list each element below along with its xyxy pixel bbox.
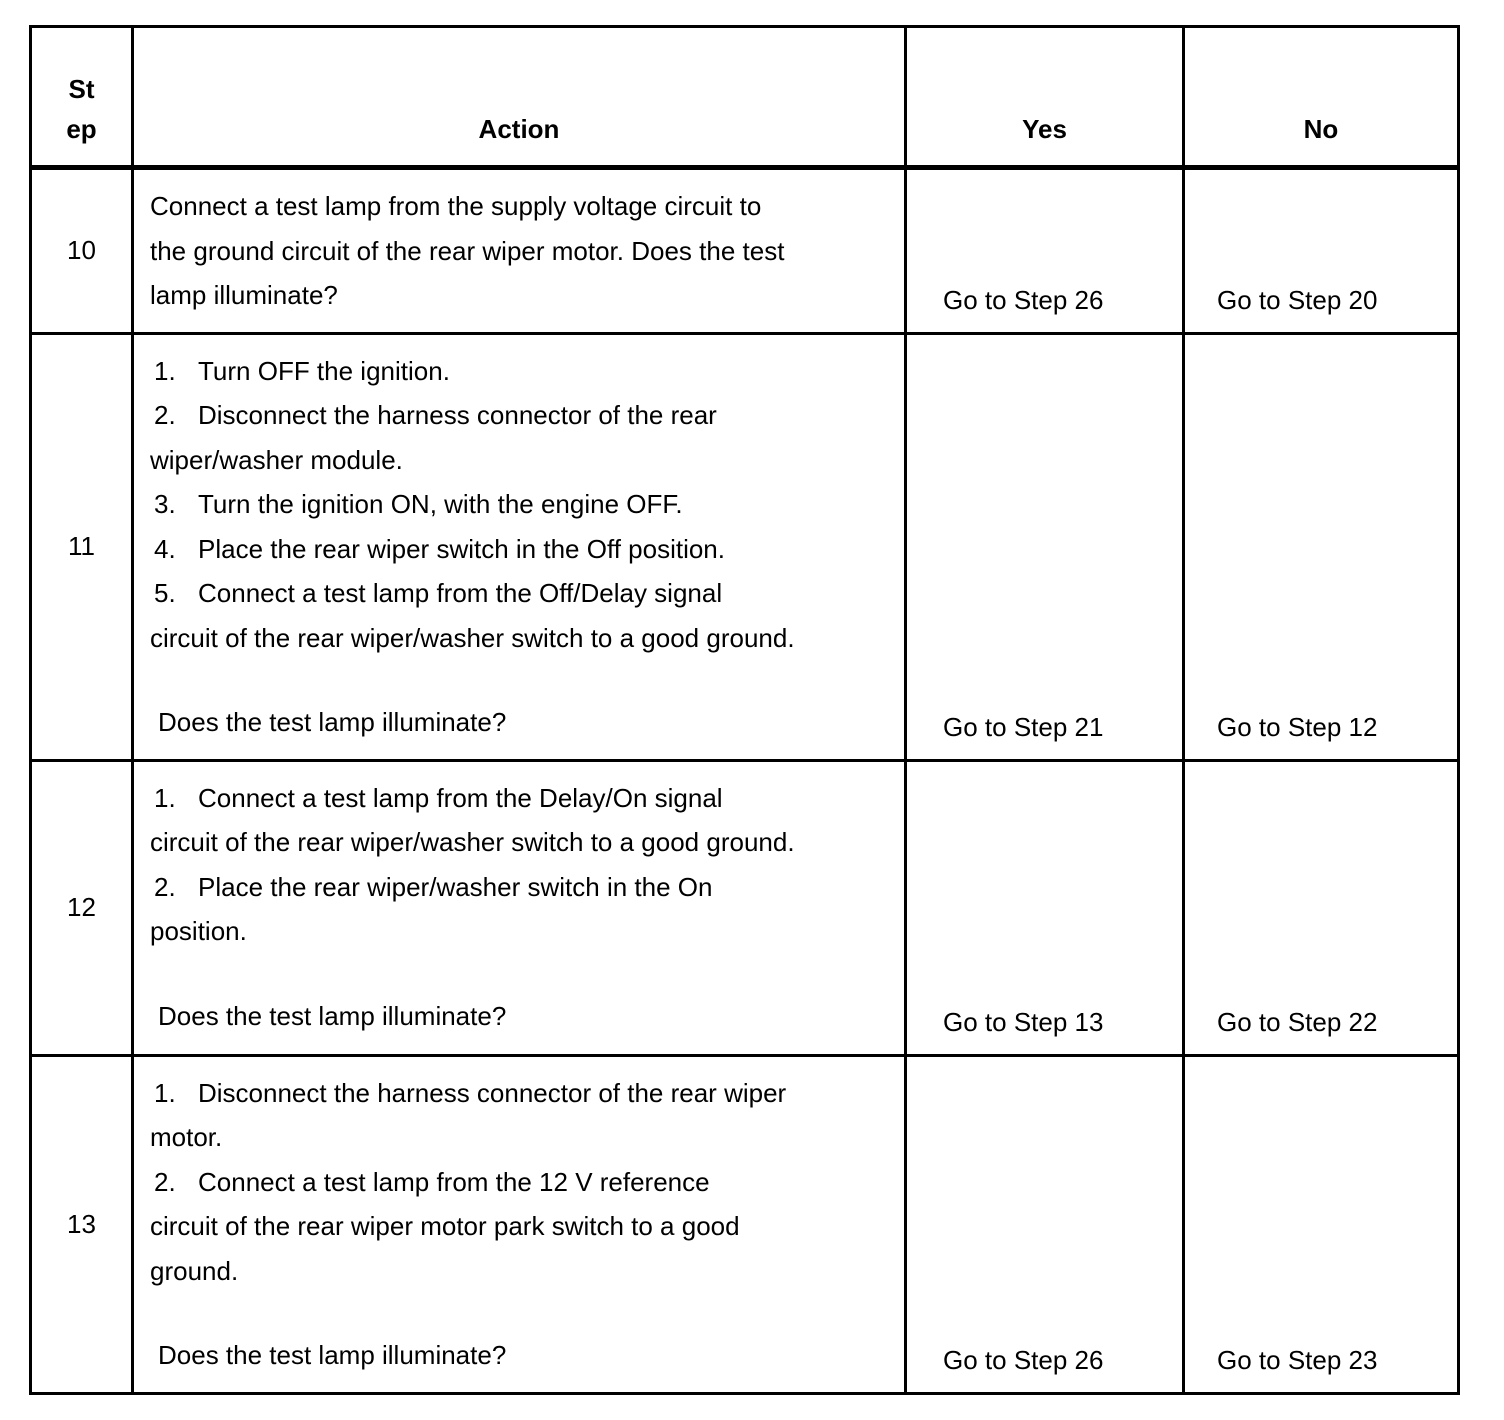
header-yes: Yes	[906, 27, 1184, 168]
table-row	[31, 168, 1459, 334]
item-number: 3.	[154, 489, 176, 519]
yes-result: Go to Step 13	[906, 760, 1184, 1055]
header-step	[31, 27, 133, 168]
action-item	[150, 865, 888, 910]
item-continuation: circuit of the rear wiper motor park switch to a good	[150, 1211, 740, 1241]
action-item	[150, 571, 888, 616]
action-item	[150, 349, 888, 394]
item-continuation: circuit of the rear wiper/washer switch to a good ground.	[150, 827, 795, 857]
no-result: Go to Step 12	[1184, 333, 1459, 760]
action-item	[150, 776, 888, 821]
question-text: Does the test lamp illuminate?	[158, 1340, 507, 1370]
yes-result: Go to Step 26	[906, 168, 1184, 334]
action-cell	[133, 1055, 906, 1393]
action-item	[150, 482, 888, 527]
action-cell	[133, 333, 906, 760]
diagnostic-table	[29, 25, 1460, 1395]
table-row	[31, 760, 1459, 1055]
action-line: lamp illuminate?	[150, 280, 338, 310]
no-result: Go to Step 23	[1184, 1055, 1459, 1393]
question-text: Does the test lamp illuminate?	[158, 707, 507, 737]
item-number: 5.	[154, 578, 176, 608]
item-number: 2.	[154, 871, 176, 902]
item-number: 1.	[154, 782, 176, 813]
item-continuation: wiper/washer module.	[150, 444, 403, 475]
action-item	[150, 1160, 888, 1205]
item-number: 2.	[154, 400, 176, 430]
header-row	[31, 27, 1459, 168]
header-step-line1: St	[68, 74, 95, 104]
action-line: Connect a test lamp from the supply voltage circuit to	[150, 191, 762, 221]
item-text: Turn OFF the ignition.	[198, 355, 450, 386]
step-number: 10	[31, 168, 133, 334]
step-number: 12	[31, 760, 133, 1055]
question-text: Does the test lamp illuminate?	[158, 1000, 507, 1031]
item-continuation: position.	[150, 916, 247, 946]
item-number: 1.	[154, 1077, 176, 1108]
action-item	[150, 1071, 888, 1116]
item-text: Connect a test lamp from the Off/Delay signal	[198, 578, 723, 608]
item-continuation: motor.	[150, 1122, 223, 1152]
header-action: Action	[133, 27, 906, 168]
item-text: Place the rear wiper/washer switch in the On	[198, 871, 713, 902]
yes-result: Go to Step 21	[906, 333, 1184, 760]
table-row	[31, 333, 1459, 760]
item-continuation: ground.	[150, 1255, 239, 1286]
item-number: 1.	[154, 355, 176, 386]
action-item	[150, 393, 888, 438]
no-result: Go to Step 22	[1184, 760, 1459, 1055]
item-text: Turn the ignition ON, with the engine OFF.	[198, 489, 683, 519]
no-result: Go to Step 20	[1184, 168, 1459, 334]
item-text: Connect a test lamp from the Delay/On signal	[198, 782, 723, 813]
item-continuation: circuit of the rear wiper/washer switch to a good ground.	[150, 622, 795, 653]
action-item	[150, 527, 888, 572]
action-cell	[133, 760, 906, 1055]
step-number: 11	[31, 333, 133, 760]
yes-result: Go to Step 26	[906, 1055, 1184, 1393]
table-row	[31, 1055, 1459, 1393]
header-no: No	[1184, 27, 1459, 168]
item-number: 2.	[154, 1166, 176, 1197]
step-number: 13	[31, 1055, 133, 1393]
action-cell	[133, 168, 906, 334]
item-text: Disconnect the harness connector of the rear	[198, 400, 717, 430]
item-text: Connect a test lamp from the 12 V reference	[198, 1166, 710, 1197]
header-step-line2: ep	[66, 114, 97, 144]
item-text: Disconnect the harness connector of the rear wiper	[198, 1077, 787, 1108]
action-line: the ground circuit of the rear wiper motor. Does the test	[150, 235, 785, 266]
item-number: 4.	[154, 533, 176, 564]
item-text: Place the rear wiper switch in the Off position.	[198, 533, 725, 564]
